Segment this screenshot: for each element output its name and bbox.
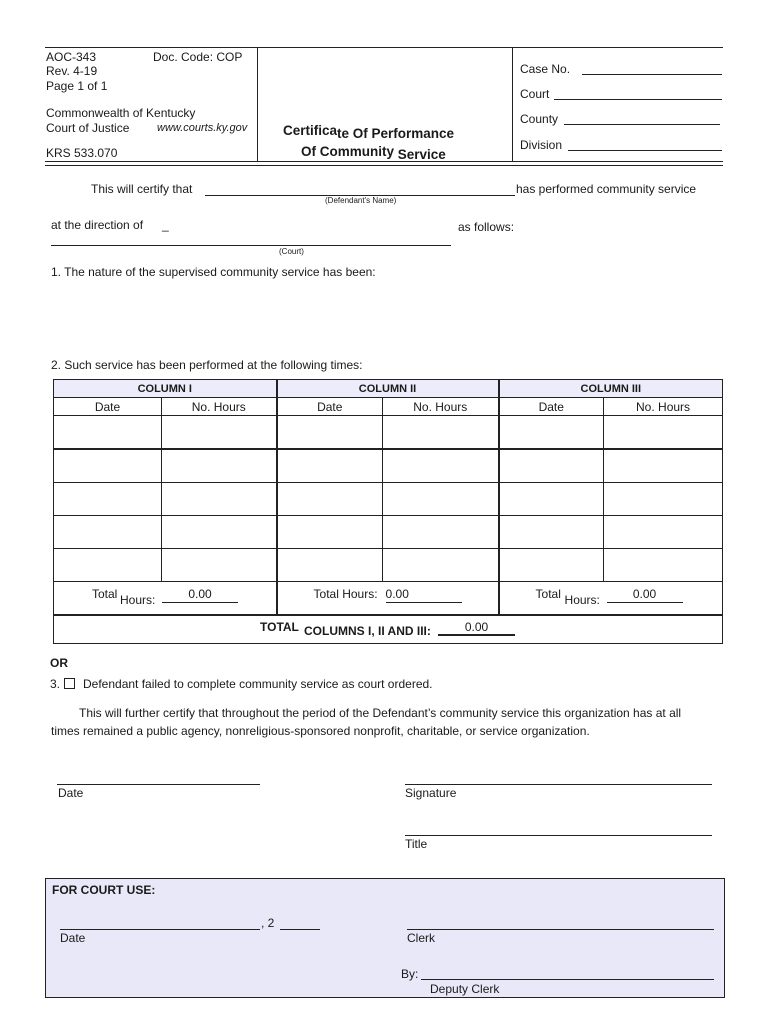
court-use-heading: FOR COURT USE:	[52, 883, 156, 897]
date-label: Date	[58, 786, 84, 800]
title-line2-b: Service	[394, 147, 446, 162]
date-cell[interactable]	[277, 549, 383, 582]
grand-total-cell	[54, 615, 723, 644]
hours-cell[interactable]	[383, 516, 499, 549]
subheader-row	[54, 398, 723, 416]
county-label: County	[520, 112, 559, 126]
hours-cell[interactable]	[604, 449, 723, 483]
date-cell[interactable]	[277, 516, 383, 549]
failed-to-complete-checkbox[interactable]	[64, 678, 75, 689]
date-header: Date	[54, 398, 162, 416]
court-date-label: Date	[60, 931, 86, 945]
hours-cell[interactable]	[162, 516, 277, 549]
date-signature-line[interactable]	[57, 784, 260, 785]
title-line2	[301, 144, 446, 162]
column-header-row	[54, 380, 723, 398]
division-field[interactable]	[568, 150, 722, 151]
table-row	[54, 449, 723, 483]
title-line[interactable]	[405, 835, 712, 836]
defendant-caption: (Defendant's Name)	[325, 196, 397, 205]
court-caption: (Court)	[279, 247, 304, 256]
date-header: Date	[499, 398, 604, 416]
title-label: Title	[405, 837, 428, 851]
grand-total-value[interactable]: 0.00	[438, 620, 515, 636]
signature-label: Signature	[405, 786, 457, 800]
date-header: Date	[277, 398, 383, 416]
column-2-header: COLUMN II	[277, 380, 499, 398]
item-3-number: 3.	[50, 677, 61, 691]
total-1-value[interactable]: 0.00	[162, 587, 238, 603]
grand-total-label-a: TOTAL	[260, 620, 299, 634]
hours-header: No. Hours	[604, 398, 723, 416]
total-2-label: Total Hours:	[313, 587, 378, 601]
court-date-field[interactable]	[60, 929, 260, 930]
hours-cell[interactable]	[604, 549, 723, 582]
total-1-label-a: Total	[92, 587, 118, 601]
grand-total-label-b: COLUMNS I, II AND III:	[304, 624, 431, 638]
hours-cell[interactable]	[162, 483, 277, 516]
date-cell[interactable]	[54, 549, 162, 582]
hours-cell[interactable]	[604, 483, 723, 516]
date-cell[interactable]	[277, 416, 383, 450]
date-cell[interactable]	[499, 449, 604, 483]
item-3-text: Defendant failed to complete community service as court ordered.	[83, 677, 433, 691]
hours-cell[interactable]	[383, 416, 499, 450]
total-1-label-b: Hours:	[120, 593, 156, 607]
hours-cell[interactable]	[383, 449, 499, 483]
hours-cell[interactable]	[383, 483, 499, 516]
hours-cell[interactable]	[604, 516, 723, 549]
court-label: Court	[520, 87, 550, 101]
date-cell[interactable]	[277, 483, 383, 516]
service-times-table	[53, 379, 723, 644]
totals-row	[54, 582, 723, 616]
hours-cell[interactable]	[162, 449, 277, 483]
header-divider-right	[512, 47, 513, 161]
hours-header: No. Hours	[162, 398, 277, 416]
case-no-label: Case No.	[520, 62, 571, 76]
total-3-value[interactable]: 0.00	[607, 587, 683, 603]
item-1-text: 1. The nature of the supervised community service has been:	[51, 265, 376, 279]
table-row	[54, 549, 723, 582]
table-row	[54, 416, 723, 450]
signature-line[interactable]	[405, 784, 712, 785]
certify-prefix: This will certify that	[91, 182, 193, 196]
form-id: AOC-343	[46, 50, 97, 64]
date-cell[interactable]	[499, 416, 604, 450]
date-cell[interactable]	[277, 449, 383, 483]
column-1-total	[54, 582, 277, 616]
date-cell[interactable]	[499, 516, 604, 549]
county-field[interactable]	[564, 124, 720, 125]
or-label: OR	[50, 656, 68, 670]
deputy-clerk-field[interactable]	[421, 979, 714, 980]
year-field[interactable]	[280, 929, 320, 930]
header-bottom-rule	[45, 161, 723, 162]
clerk-label: Clerk	[407, 931, 436, 945]
total-3-label-a: Total	[535, 587, 561, 601]
title-line2-a: Of Community	[301, 144, 394, 159]
title-line1	[283, 123, 455, 141]
direction-dash: _	[162, 218, 169, 232]
court-field[interactable]	[554, 99, 722, 100]
header-top-rule	[45, 47, 723, 48]
total-3-label-b: Hours:	[564, 593, 600, 607]
date-cell[interactable]	[54, 516, 162, 549]
court-use-box	[45, 878, 725, 998]
table-row	[54, 483, 723, 516]
by-label: By:	[401, 967, 419, 981]
total-2-value[interactable]: 0.00	[386, 587, 462, 603]
further-certify-line-2: times remained a public agency, nonreligious-sponsored nonprofit, charitable, or service organization.	[51, 724, 590, 738]
column-1-header: COLUMN I	[54, 380, 277, 398]
column-2-total	[277, 582, 499, 616]
column-3-header: COLUMN III	[499, 380, 723, 398]
hours-header: No. Hours	[383, 398, 499, 416]
year-prefix: , 2	[261, 916, 275, 930]
item-2-text: 2. Such service has been performed at the following times:	[51, 358, 363, 372]
further-certify-line-1: This will further certify that throughout the period of the Defendant’s community service this organization has at all	[79, 706, 682, 720]
court-name-field[interactable]	[51, 245, 451, 246]
column-3-total	[499, 582, 723, 616]
hours-cell[interactable]	[162, 416, 277, 450]
table-row	[54, 516, 723, 549]
clerk-field[interactable]	[407, 929, 714, 930]
hours-cell[interactable]	[162, 549, 277, 582]
hours-cell[interactable]	[383, 549, 499, 582]
as-follows: as follows:	[458, 220, 515, 234]
date-cell[interactable]	[499, 483, 604, 516]
grand-total-row	[54, 615, 723, 644]
date-cell[interactable]	[499, 549, 604, 582]
case-no-field[interactable]	[582, 74, 722, 75]
commonwealth: Commonwealth of Kentucky	[46, 106, 196, 120]
hours-cell[interactable]	[604, 416, 723, 450]
title-line1-b: te Of Performance	[337, 126, 455, 141]
header-divider-left	[257, 47, 258, 161]
date-cell[interactable]	[54, 483, 162, 516]
deputy-clerk-label: Deputy Clerk	[430, 982, 500, 996]
page-number: Page 1 of 1	[46, 79, 108, 93]
certify-suffix: has performed community service	[516, 182, 697, 196]
date-cell[interactable]	[54, 416, 162, 450]
court-of-justice: Court of Justice	[46, 121, 130, 135]
website: www.courts.ky.gov	[157, 122, 248, 134]
date-cell[interactable]	[54, 449, 162, 483]
header-bottom-rule-2	[45, 165, 723, 166]
direction-prefix: at the direction of	[51, 218, 144, 232]
statute: KRS 533.070	[46, 146, 118, 160]
division-label: Division	[520, 138, 563, 152]
title-line1-a: Certifica	[283, 123, 338, 138]
revision: Rev. 4-19	[46, 64, 98, 78]
doc-code: Doc. Code: COP	[153, 50, 243, 64]
